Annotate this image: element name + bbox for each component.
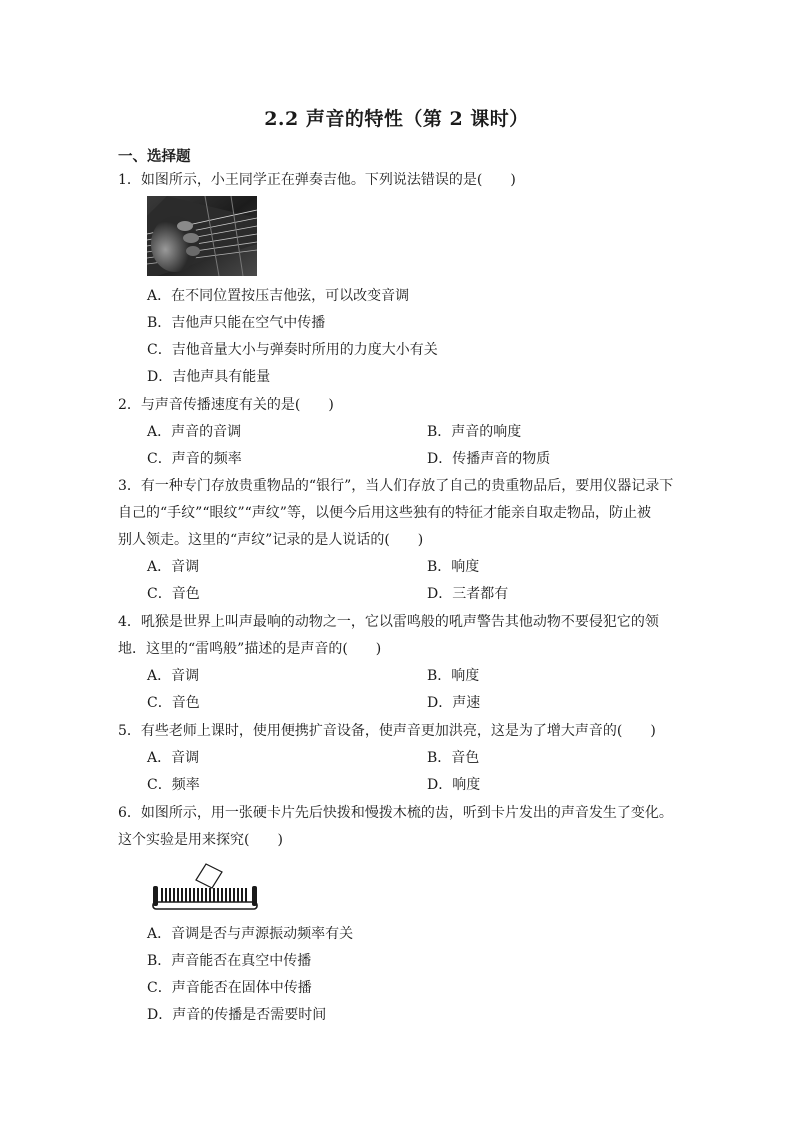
question-3-stem-line-1: 3．有一种专门存放贵重物品的“银行”，当人们存放了自己的贵重物品后，要用仪器记录下 bbox=[118, 478, 674, 494]
question-3-option-c[interactable]: C．音色 bbox=[147, 586, 200, 602]
question-4-stem-line-1: 4．吼猴是世界上叫声最响的动物之一，它以雷鸣般的吼声警告其他动物不要侵犯它的领 bbox=[118, 614, 659, 630]
question-5-stem: 5．有些老师上课时，使用便携扩音设备，使声音更加洪亮，这是为了增大声音的( ) bbox=[118, 723, 656, 739]
question-1-stem: 1．如图所示，小王同学正在弹奏吉他。下列说法错误的是( ) bbox=[118, 172, 516, 188]
question-2-option-b[interactable]: B．声音的响度 bbox=[427, 424, 522, 440]
question-3-option-a[interactable]: A．音调 bbox=[147, 559, 200, 575]
question-1-option-c[interactable]: C．吉他音量大小与弹奏时所用的力度大小有关 bbox=[147, 342, 438, 358]
question-4-stem-line-2: 地．这里的“雷鸣般”描述的是声音的( ) bbox=[118, 641, 382, 657]
question-3-stem-line-2: 自己的“手纹”“眼纹”“声纹”等，以便今后用这些独有的特征才能亲自取走物品，防止被 bbox=[118, 505, 651, 521]
question-2-option-c[interactable]: C．声音的频率 bbox=[147, 451, 242, 467]
question-3-stem-line-3: 别人领走。这里的“声纹”记录的是人说话的( ) bbox=[118, 532, 424, 548]
question-6-option-a[interactable]: A．音调是否与声源振动频率有关 bbox=[147, 926, 354, 942]
question-5-option-b[interactable]: B．音色 bbox=[427, 750, 480, 766]
question-3-option-b[interactable]: B．响度 bbox=[427, 559, 480, 575]
question-6-option-d[interactable]: D．声音的传播是否需要时间 bbox=[147, 1007, 327, 1023]
section-heading: 一、选择题 bbox=[118, 148, 191, 165]
question-1-option-b[interactable]: B．吉他声只能在空气中传播 bbox=[147, 315, 326, 331]
question-4-option-b[interactable]: B．响度 bbox=[427, 668, 480, 684]
question-6-stem-line-2: 这个实验是用来探究( ) bbox=[118, 832, 283, 848]
question-4-option-c[interactable]: C．音色 bbox=[147, 695, 200, 711]
page-title: 2.2 声音的特性（第 2 课时） bbox=[264, 108, 529, 130]
question-2-option-d[interactable]: D．传播声音的物质 bbox=[427, 451, 551, 467]
question-6-option-b[interactable]: B．声音能否在真空中传播 bbox=[147, 953, 312, 969]
question-5-option-d[interactable]: D．响度 bbox=[427, 777, 481, 793]
comb-card-illustration bbox=[150, 860, 260, 912]
question-6-stem-line-1: 6．如图所示，用一张硬卡片先后快拨和慢拨木梳的齿，听到卡片发出的声音发生了变化。 bbox=[118, 805, 673, 821]
question-4-option-d[interactable]: D．声速 bbox=[427, 695, 481, 711]
question-2-option-a[interactable]: A．声音的音调 bbox=[147, 424, 242, 440]
question-5-option-a[interactable]: A．音调 bbox=[147, 750, 200, 766]
question-6-option-c[interactable]: C．声音能否在固体中传播 bbox=[147, 980, 312, 996]
question-4-option-a[interactable]: A．音调 bbox=[147, 668, 200, 684]
question-1-option-a[interactable]: A．在不同位置按压吉他弦，可以改变音调 bbox=[147, 288, 410, 304]
question-5-option-c[interactable]: C．频率 bbox=[147, 777, 200, 793]
question-2-stem: 2．与声音传播速度有关的是( ) bbox=[118, 397, 334, 413]
question-3-option-d[interactable]: D．三者都有 bbox=[427, 586, 509, 602]
guitar-photo bbox=[147, 196, 257, 276]
question-1-option-d[interactable]: D．吉他声具有能量 bbox=[147, 369, 271, 385]
